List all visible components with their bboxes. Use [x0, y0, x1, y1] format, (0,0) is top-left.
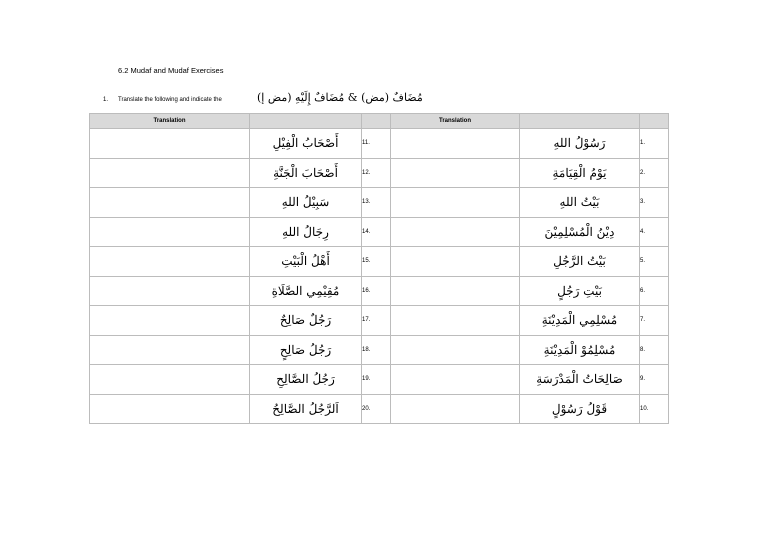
header-cell: [640, 114, 669, 129]
translation-cell-right[interactable]: [391, 129, 520, 159]
arabic-phrase-right: رَسُوْلُ اللهِ: [520, 129, 640, 159]
translation-header-left: Translation: [90, 114, 250, 129]
item-number-right: 3.: [640, 188, 669, 218]
table-row: [90, 335, 669, 365]
arabic-phrase-right: بَيْتُ الرَّجُلِ: [520, 247, 640, 277]
item-number-left: 20.: [362, 394, 391, 424]
item-number-left: 15.: [362, 247, 391, 277]
item-number-right: 1.: [640, 129, 669, 159]
item-number-right: 9.: [640, 365, 669, 395]
page-title: 6.2 Mudaf and Mudaf Exercises: [118, 66, 224, 75]
translation-cell-right[interactable]: [391, 306, 520, 336]
item-number-left: 17.: [362, 306, 391, 336]
arabic-phrase-right: قَوْلُ رَسُوْلٍ: [520, 394, 640, 424]
item-number-left: 18.: [362, 335, 391, 365]
translation-cell-left[interactable]: [90, 394, 250, 424]
translation-cell-left[interactable]: [90, 158, 250, 188]
table-row: [90, 394, 669, 424]
arabic-phrase-left: اَلرَّجُلُ الصَّالِحُ: [250, 394, 362, 424]
table-row: [90, 276, 669, 306]
exercise-table: [89, 113, 669, 424]
translation-cell-left[interactable]: [90, 247, 250, 277]
translation-cell-left[interactable]: [90, 188, 250, 218]
item-number-left: 14.: [362, 217, 391, 247]
item-number-left: 19.: [362, 365, 391, 395]
translation-cell-right[interactable]: [391, 247, 520, 277]
item-number-left: 12.: [362, 158, 391, 188]
translation-cell-right[interactable]: [391, 394, 520, 424]
item-number-right: 6.: [640, 276, 669, 306]
header-cell: [250, 114, 362, 129]
arabic-phrase-right: بَيْتُ اللهِ: [520, 188, 640, 218]
arabic-phrase-right: يَوْمُ الْقِيَامَةِ: [520, 158, 640, 188]
arabic-phrase-right: بَيْتِ رَجُلٍ: [520, 276, 640, 306]
arabic-phrase-left: سَبِيْلُ اللهِ: [250, 188, 362, 218]
instruction-text: Translate the following and indicate the: [118, 97, 222, 103]
translation-cell-left[interactable]: [90, 335, 250, 365]
item-number-right: 8.: [640, 335, 669, 365]
arabic-phrase-left: أَهْلُ الْبَيْتِ: [250, 247, 362, 277]
item-number-right: 4.: [640, 217, 669, 247]
translation-cell-left[interactable]: [90, 129, 250, 159]
translation-cell-right[interactable]: [391, 158, 520, 188]
table-row: [90, 365, 669, 395]
instruction: [103, 91, 443, 109]
item-number-left: 13.: [362, 188, 391, 218]
item-number-left: 11.: [362, 129, 391, 159]
arabic-phrase-left: أَصْحَابُ الْفِيْلِ: [250, 129, 362, 159]
arabic-phrase-left: أَصْحَابَ الْجَنَّةِ: [250, 158, 362, 188]
item-number-right: 7.: [640, 306, 669, 336]
translation-cell-right[interactable]: [391, 335, 520, 365]
translation-cell-right[interactable]: [391, 365, 520, 395]
item-number-right: 5.: [640, 247, 669, 277]
arabic-phrase-right: مُسْلِمِي الْمَدِيْنَةِ: [520, 306, 640, 336]
table-row: [90, 306, 669, 336]
translation-cell-left[interactable]: [90, 306, 250, 336]
table-body: [90, 129, 669, 424]
arabic-phrase-left: رَجُلُ الصَّالِحِ: [250, 365, 362, 395]
arabic-phrase-right: صَالِحَاتُ الْمَدْرَسَةِ: [520, 365, 640, 395]
item-number-left: 16.: [362, 276, 391, 306]
translation-cell-right[interactable]: [391, 188, 520, 218]
item-number-right: 10.: [640, 394, 669, 424]
translation-cell-left[interactable]: [90, 217, 250, 247]
translation-header-right: Translation: [391, 114, 520, 129]
translation-cell-left[interactable]: [90, 365, 250, 395]
arabic-phrase-right: دِيْنُ الْمُسْلِمِيْنَ: [520, 217, 640, 247]
arabic-phrase-left: رَجُلٌ صَالِحٌ: [250, 306, 362, 336]
translation-cell-right[interactable]: [391, 217, 520, 247]
header-cell: [520, 114, 640, 129]
instruction-arabic: مُضَافٌ (مض) & مُضَافٌ إِلَيْهِ (مض إ): [257, 91, 423, 104]
arabic-phrase-left: رِجَالُ اللهِ: [250, 217, 362, 247]
arabic-phrase-left: رَجُلُ صَالِحٍ: [250, 335, 362, 365]
table-row: [90, 158, 669, 188]
table-header-row: [90, 114, 669, 129]
arabic-phrase-right: مُسْلِمُوْ الْمَدِيْنَةِ: [520, 335, 640, 365]
table-row: [90, 129, 669, 159]
arabic-phrase-left: مُقِيْمِي الصَّلَاةِ: [250, 276, 362, 306]
translation-cell-left[interactable]: [90, 276, 250, 306]
instruction-number: 1.: [103, 97, 109, 103]
item-number-right: 2.: [640, 158, 669, 188]
table-row: [90, 247, 669, 277]
translation-cell-right[interactable]: [391, 276, 520, 306]
table-row: [90, 217, 669, 247]
header-cell: [362, 114, 391, 129]
table-row: [90, 188, 669, 218]
